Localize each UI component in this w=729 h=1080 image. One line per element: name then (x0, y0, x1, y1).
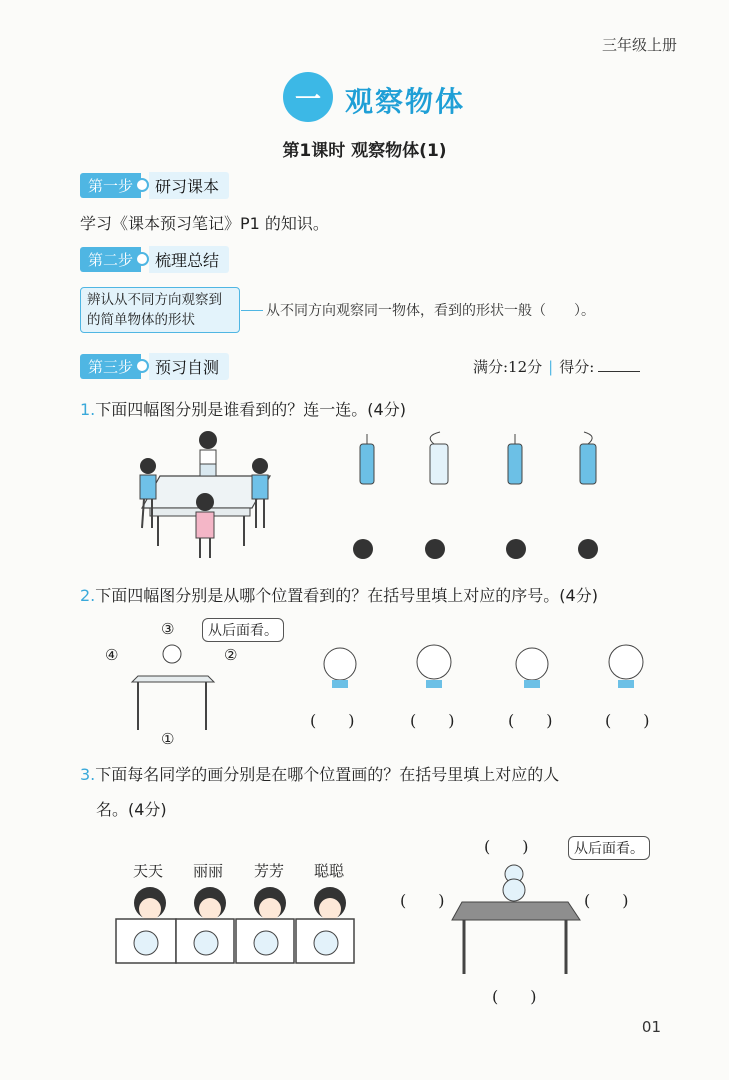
summary-connector (241, 310, 263, 311)
table-with-cat-illustration (124, 638, 224, 733)
student-name: 聪聪 (314, 862, 345, 880)
answer-paren[interactable]: ( ) (400, 891, 445, 910)
step-tag: 第一步 (80, 173, 141, 198)
answer-paren[interactable]: ( ) (484, 837, 529, 856)
question-number: 2. (80, 586, 96, 605)
step-tag: 第三步 (80, 354, 141, 379)
child-head-icons (348, 535, 618, 565)
table-with-kids-illustration (120, 428, 290, 563)
step-name: 研习课本 (149, 172, 229, 199)
student-name: 芳芳 (254, 862, 285, 880)
lesson-title: 第1课时 观察物体(1) (282, 141, 447, 161)
question-3 (80, 762, 559, 785)
position-4-label: ④ (105, 646, 119, 664)
step-dot-icon (135, 359, 149, 373)
step-dot-icon (135, 178, 149, 192)
answer-paren[interactable]: ( ) (492, 987, 537, 1006)
cat-views (316, 636, 661, 696)
answer-paren[interactable]: ( ) (410, 711, 455, 730)
question-3-continued: 名。(4分) (96, 800, 167, 819)
question-text: 下面四幅图分别是谁看到的？连一连。(4分) (95, 400, 406, 419)
step-name: 预习自测 (149, 353, 229, 380)
full-score: 满分:12分 (473, 358, 543, 376)
summary-topic-box: 辨认从不同方向观察到的简单物体的形状 (80, 287, 240, 333)
question-number: 3. (80, 765, 96, 784)
speech-bubble: 从后面看。 (202, 618, 284, 642)
answer-paren[interactable]: ( ) (310, 711, 355, 730)
step-dot-icon (135, 252, 149, 266)
unit-number-badge: 一 (283, 72, 333, 122)
position-1-label: ① (161, 730, 175, 748)
question-text: 下面四幅图分别是从哪个位置看到的？在括号里填上对应的序号。(4分) (95, 586, 598, 605)
student-name: 丽丽 (193, 862, 224, 880)
student-name: 天天 (133, 862, 164, 880)
answer-paren[interactable]: ( ) (584, 891, 629, 910)
answer-paren[interactable]: ( ) (605, 711, 650, 730)
step-name: 梳理总结 (149, 246, 229, 273)
score-divider: | (548, 358, 554, 376)
step-three-header (80, 353, 229, 379)
students-with-drawings (110, 885, 360, 967)
study-instruction: 学习《课本预习笔记》P1 的知识。 (80, 214, 329, 233)
speech-bubble: 从后面看。 (568, 836, 650, 860)
summary-statement: 从不同方向观察同一物体，看到的形状一般（ ）。 (266, 303, 595, 319)
step-two-header (80, 246, 229, 272)
question-number: 1. (80, 400, 96, 419)
unit-title: 观察物体 (345, 85, 466, 118)
question-1 (80, 397, 406, 420)
step-one-header (80, 172, 229, 198)
grade-label: 三年级上册 (601, 36, 677, 54)
got-score-label: 得分: (559, 358, 595, 376)
question-text: 下面每名同学的画分别是在哪个位置画的？在括号里填上对应的人 (95, 765, 560, 784)
fire-extinguisher-views (348, 430, 618, 490)
answer-paren[interactable]: ( ) (508, 711, 553, 730)
score-blank[interactable] (598, 371, 640, 372)
table-with-bear-illustration (448, 856, 588, 976)
position-3-label: ③ (161, 620, 175, 638)
question-2 (80, 583, 598, 606)
page-number: 01 (641, 1018, 661, 1036)
step-tag: 第二步 (80, 247, 141, 272)
position-2-label: ② (224, 646, 238, 664)
score-line (473, 356, 640, 377)
